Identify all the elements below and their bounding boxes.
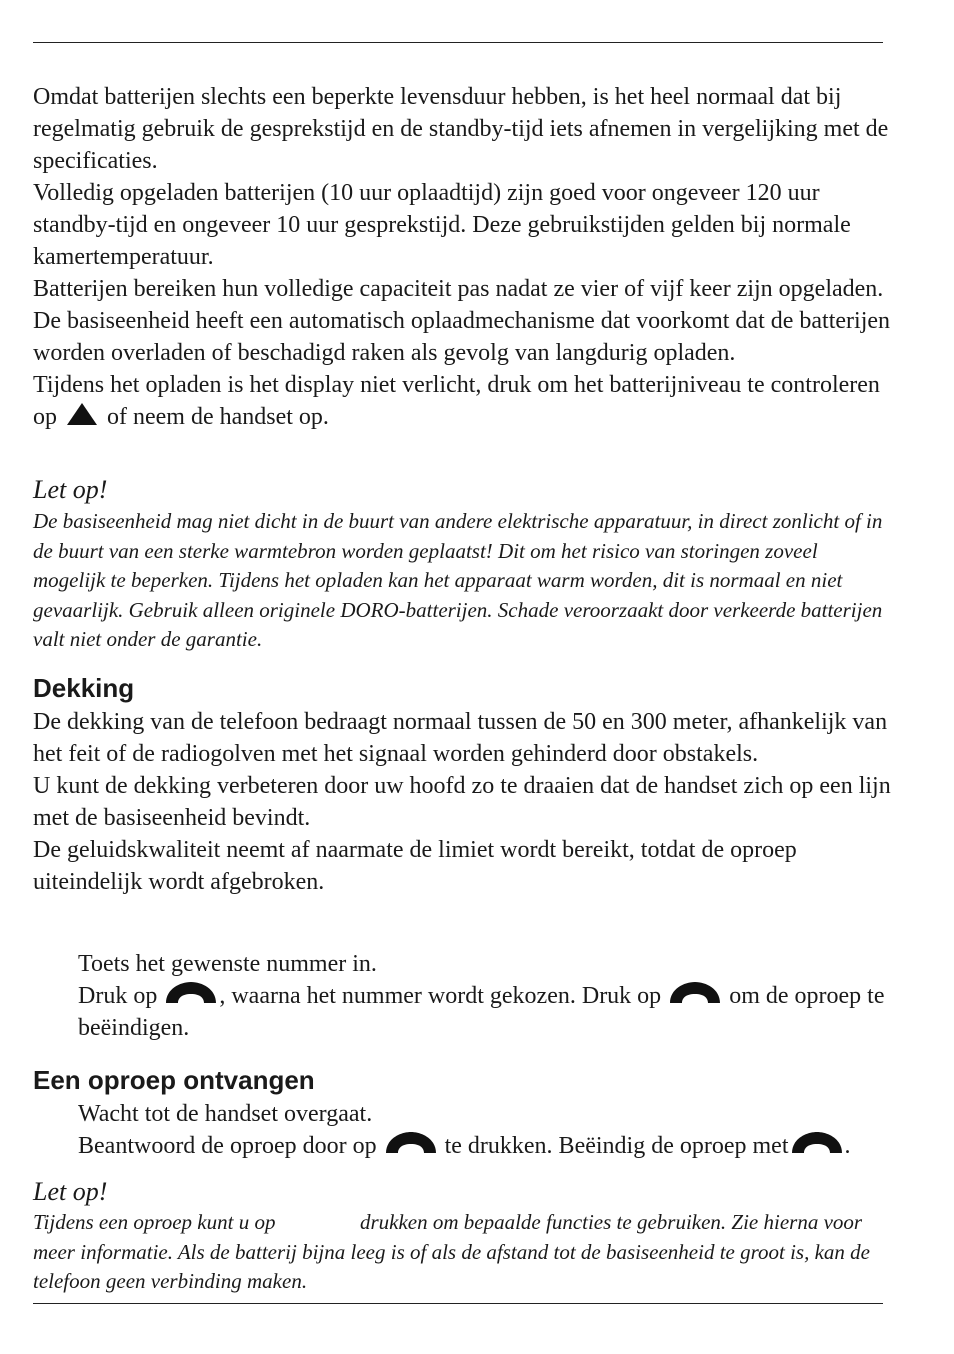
bottom-rule	[33, 1303, 883, 1304]
battery-paragraph-4: De basiseenheid heeft een automatisch oplaadmechanisme dat voorkomt dat de batterijen worden overladen of beschadigd raken als gevolg van langdurig opladen.	[33, 308, 891, 366]
note-2-title: Let op!	[33, 1177, 108, 1206]
battery-paragraph-1: Omdat batterijen slechts een beperkte levensduur hebben, is het heel normaal dat bij regelmatig gebruik de gesprekstijd en de standby-tijd iets afnemen in vergelijking met de specificaties.	[33, 84, 889, 174]
dekking-section	[33, 706, 893, 898]
note-2-text-b: drukken om bepaalde functies te gebruiken. Zie hierna voor meer informatie. Als de batterij bijna leeg is of als de afstand tot de basiseenheid te groot is, kan de telefoon geen verbinding maken.	[33, 1210, 870, 1293]
battery-paragraph-5	[33, 369, 893, 433]
bellen-step-1: Toets het gewenste nummer in.	[78, 951, 377, 977]
bellen-step-2	[78, 980, 898, 1044]
note-1-title: Let op!	[33, 475, 108, 504]
battery-paragraph-2: Volledig opgeladen batterijen (10 uur oplaadtijd) zijn goed voor ongeveer 120 uur standby-tijd en ongeveer 10 uur gesprekstijd. Deze gebruikstijden gelden bij normale kamertemperatuur.	[33, 180, 851, 270]
dekking-paragraph-1: De dekking van de telefoon bedraagt normaal tussen de 50 en 300 meter, afhankelijk van het feit of de radiogolven met het signaal worden gehinderd door obstakels.	[33, 709, 888, 767]
note-2-text-a: Tijdens een oproep kunt u op	[33, 1210, 276, 1234]
dekking-paragraph-3: De geluidskwaliteit neemt af naarmate de limiet wordt bereikt, totdat de oproep uiteindelijk wordt afgebroken.	[33, 837, 797, 895]
phone-handset-icon	[790, 1129, 844, 1157]
battery-section	[33, 81, 893, 433]
ontvangen-heading: Een oproep ontvangen	[33, 1065, 315, 1095]
ontvangen-step-2-a: Beantwoord de oproep door op	[78, 1133, 377, 1159]
phone-handset-icon	[668, 979, 722, 1007]
dekking-heading: Dekking	[33, 673, 135, 703]
bellen-step-2-b: , waarna het nummer wordt gekozen. Druk op	[219, 983, 662, 1009]
bellen-step-2-c: om de oproep te beëindigen.	[78, 983, 885, 1041]
ontvangen-section	[78, 1098, 898, 1162]
ontvangen-step-1: Wacht tot de handset overgaat.	[78, 1101, 373, 1127]
phone-handset-icon	[164, 979, 218, 1007]
dekking-paragraph-2: U kunt de dekking verbeteren door uw hoofd zo te draaien dat de handset zich op een lijn met de basiseenheid bevindt.	[33, 773, 891, 831]
note-1-text: De basiseenheid mag niet dicht in de buurt van andere elektrische apparatuur, in direct zonlicht of in de buurt van een sterke warmtebron worden geplaatst! Dit om het risico van storingen zoveel mogelijk te beperken. Tijdens het opladen kan het apparaat warm worden, dit is normaal en niet gevaarlijk. Gebruik alleen originele DORO-batterijen. Schade veroorzaakt door verkeerde batterijen valt niet onder de garantie.	[33, 509, 883, 651]
top-rule	[33, 42, 883, 43]
ontvangen-step-2	[78, 1130, 898, 1162]
battery-paragraph-5-start: Tijdens het opladen is het display niet verlicht, druk om het batterijniveau te controleren op	[33, 372, 880, 430]
bellen-step-2-a: Druk op	[78, 983, 158, 1009]
phone-handset-icon	[384, 1129, 438, 1157]
battery-paragraph-3: Batterijen bereiken hun volledige capaciteit pas nadat ze vier of vijf keer zijn opgeladen.	[33, 276, 884, 302]
up-triangle-icon	[67, 403, 97, 425]
ontvangen-step-2-c: .	[844, 1133, 851, 1159]
bellen-section	[78, 948, 898, 1044]
note-2-text	[33, 1208, 893, 1297]
battery-paragraph-5-end: of neem de handset op.	[107, 404, 329, 430]
ontvangen-step-2-b: te drukken. Beëindig de oproep met	[444, 1133, 789, 1159]
